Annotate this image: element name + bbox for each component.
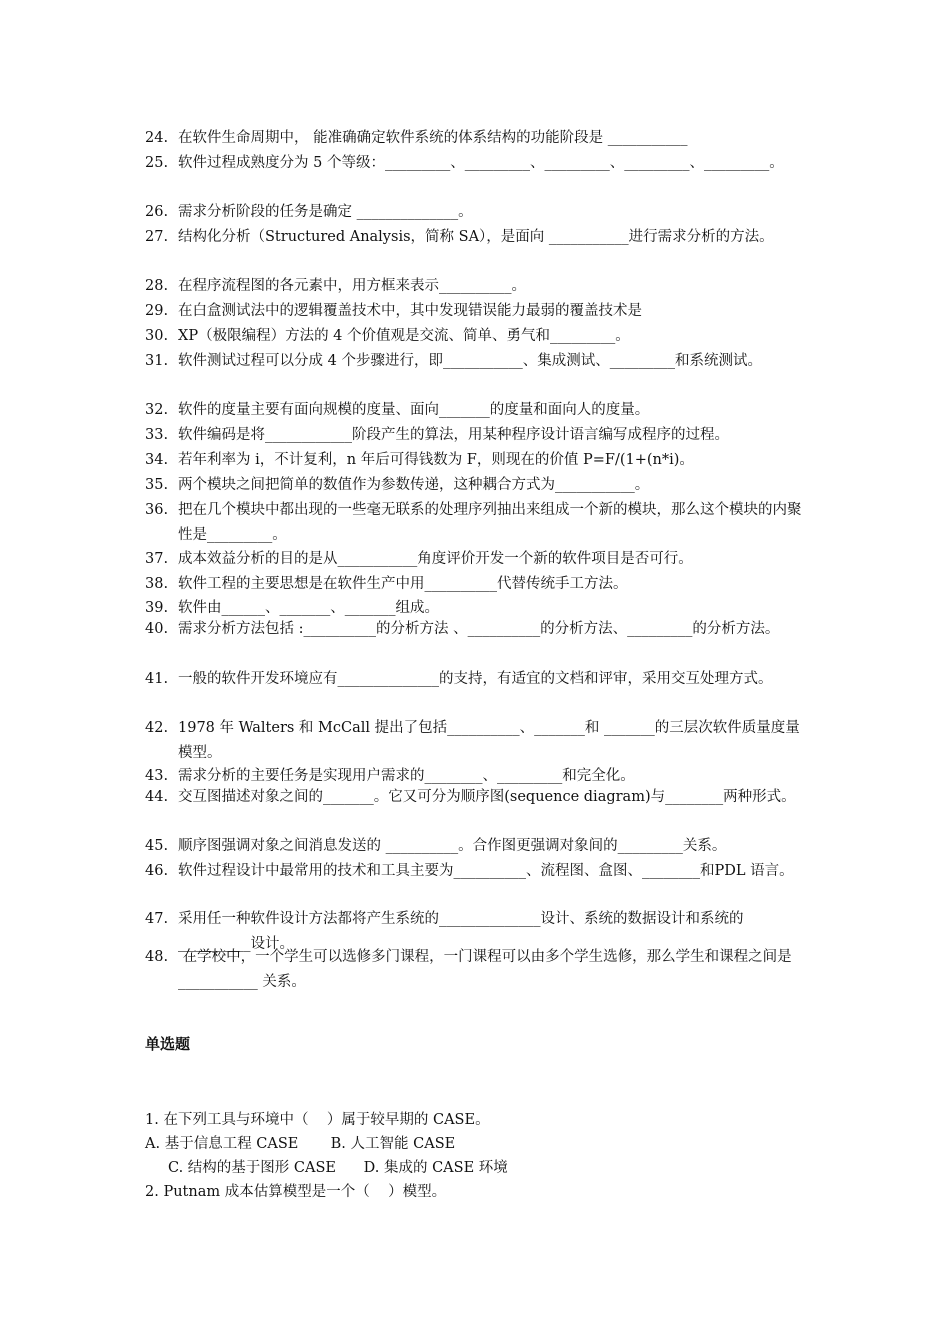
question-text: 软件过程成熟度分为 5 个等级：_________、_________、_________、_________、_________。: [178, 155, 784, 171]
question-text: 两个模块之间把简单的数值作为参数传递，这种耦合方式为___________。: [178, 477, 650, 493]
question-text: 在软件生命周期中， 能准确确定软件系统的体系结构的功能阶段是 ___________: [178, 130, 688, 146]
mc-options-cd: C. 结构的基于图形 CASE D. 集成的 CASE 环境: [168, 1160, 508, 1176]
question-text: 一般的软件开发环境应有______________的支持，有适宜的文档和评审，采用交互处理方式。: [178, 671, 773, 687]
question-25: 25. 软件过程成熟度分为 5 个等级：_________、_________、_________、_________、_________。: [145, 151, 810, 176]
question-28: 28. 在程序流程图的各元素中，用方框来表示__________。: [145, 274, 810, 299]
section-heading: 单选题: [145, 1035, 191, 1053]
question-26: 26. 需求分析阶段的任务是确定 ______________。: [145, 200, 810, 225]
mc-question-1: 1. 在下列工具与环境中（ ）属于较早期的 CASE。: [145, 1112, 490, 1128]
question-text: 软件由______、_______、_______组成。: [178, 600, 439, 616]
question-32: 32. 软件的度量主要有面向规模的度量、面向_______的度量和面向人的度量。: [145, 398, 810, 423]
question-text: 顺序图强调对象之间消息发送的 __________。合作图更强调对象间的_________关系。: [178, 838, 727, 854]
question-48: 48. 在学校中，一个学生可以选修多门课程，一门课程可以由多个学生选修，那么学生和课程之间是___________ 关系。: [145, 945, 810, 995]
question-40: 40. 需求分析方法包括 :__________的分析方法 、__________的分析方法、_________的分析方法。: [145, 617, 810, 642]
question-text: 在学校中，一个学生可以选修多门课程，一门课程可以由多个学生选修，那么学生和课程之间是___________ 关系。: [178, 949, 792, 990]
question-33: 33. 软件编码是将____________阶段产生的算法，用某种程序设计语言编写成程序的过程。: [145, 423, 810, 448]
question-37: 37. 成本效益分析的目的是从___________角度评价开发一个新的软件项目是否可行。: [145, 547, 810, 572]
question-text: 在程序流程图的各元素中，用方框来表示__________。: [178, 278, 526, 294]
question-text: 需求分析方法包括 :__________的分析方法 、__________的分析方法、_________的分析方法。: [178, 621, 780, 637]
question-31: 31. 软件测试过程可以分成 4 个步骤进行，即___________、集成测试、_________和系统测试。: [145, 349, 810, 374]
question-text: 1978 年 Walters 和 McCall 提出了包括__________、_______和 _______的三层次软件质量度量模型。: [178, 720, 800, 761]
question-text: 软件过程设计中最常用的技术和工具主要为__________、流程图、盒图、________和PDL 语言。: [178, 863, 794, 879]
question-44: 44. 交互图描述对象之间的_______。它又可分为顺序图(sequence diagram)与________两种形式。: [145, 785, 810, 810]
question-42: 42. 1978 年 Walters 和 McCall 提出了包括__________、_______和 _______的三层次软件质量度量模型。: [145, 716, 810, 766]
question-text: 结构化分析（Structured Analysis，简称 SA），是面向 ___________进行需求分析的方法。: [178, 229, 774, 245]
question-text: 把在几个模块中都出现的一些毫无联系的处理序列抽出来组成一个新的模块，那么这个模块的内聚性是_________。: [178, 502, 802, 543]
mc-question-2: 2. Putnam 成本估算模型是一个（ ）模型。: [145, 1184, 447, 1200]
question-36: 36. 把在几个模块中都出现的一些毫无联系的处理序列抽出来组成一个新的模块，那么这个模块的内聚性是_________。: [145, 498, 810, 548]
question-24: 24. 在软件生命周期中， 能准确确定软件系统的体系结构的功能阶段是 ___________: [145, 126, 810, 151]
question-text: 软件的度量主要有面向规模的度量、面向_______的度量和面向人的度量。: [178, 402, 650, 418]
question-47: 47. 采用任一种软件设计方法都将产生系统的______________设计、系统的数据设计和系统的 __________设计。: [145, 907, 810, 957]
question-text: 软件编码是将____________阶段产生的算法，用某种程序设计语言编写成程序的过程。: [178, 427, 729, 443]
question-text: 若年利率为 i，不计复利，n 年后可得钱数为 F，则现在的价值 P=F/(1+(n*i)。: [178, 452, 694, 468]
question-30: 30. XP（极限编程）方法的 4 个价值观是交流、简单、勇气和_________。: [145, 324, 810, 349]
question-text: 交互图描述对象之间的_______。它又可分为顺序图(sequence diagram)与________两种形式。: [178, 789, 796, 805]
question-34: 34. 若年利率为 i，不计复利，n 年后可得钱数为 F，则现在的价值 P=F/(1+(n*i)。: [145, 448, 810, 473]
question-text: 需求分析阶段的任务是确定 ______________。: [178, 204, 473, 220]
question-38: 38. 软件工程的主要思想是在软件生产中用__________代替传统手工方法。: [145, 572, 810, 597]
question-text: 在白盒测试法中的逻辑覆盖技术中，其中发现错误能力最弱的覆盖技术是: [178, 303, 642, 319]
question-text: 采用任一种软件设计方法都将产生系统的______________设计、系统的数据设计和系统的 __________设计。: [178, 911, 749, 952]
question-46: 46. 软件过程设计中最常用的技术和工具主要为__________、流程图、盒图、________和PDL 语言。: [145, 859, 810, 884]
question-29: 29. 在白盒测试法中的逻辑覆盖技术中，其中发现错误能力最弱的覆盖技术是: [145, 299, 810, 324]
question-text: 软件工程的主要思想是在软件生产中用__________代替传统手工方法。: [178, 576, 628, 592]
question-43: 43. 需求分析的主要任务是实现用户需求的________、_________和完全化。: [145, 764, 810, 789]
question-27: 27. 结构化分析（Structured Analysis，简称 SA），是面向 ___________进行需求分析的方法。: [145, 225, 810, 250]
question-text: 需求分析的主要任务是实现用户需求的________、_________和完全化。: [178, 768, 635, 784]
question-39: 39. 软件由______、_______、_______组成。: [145, 596, 810, 621]
question-41: 41. 一般的软件开发环境应有______________的支持，有适宜的文档和评审，采用交互处理方式。: [145, 667, 810, 692]
mc-options-ab: A. 基于信息工程 CASE B. 人工智能 CASE: [145, 1136, 456, 1152]
question-35: 35. 两个模块之间把简单的数值作为参数传递，这种耦合方式为___________。: [145, 473, 810, 498]
question-text: XP（极限编程）方法的 4 个价值观是交流、简单、勇气和_________。: [178, 328, 630, 344]
question-text: 软件测试过程可以分成 4 个步骤进行，即___________、集成测试、_________和系统测试。: [178, 353, 762, 369]
question-text: 成本效益分析的目的是从___________角度评价开发一个新的软件项目是否可行。: [178, 551, 693, 567]
question-45: 45. 顺序图强调对象之间消息发送的 __________。合作图更强调对象间的_________关系。: [145, 834, 810, 859]
